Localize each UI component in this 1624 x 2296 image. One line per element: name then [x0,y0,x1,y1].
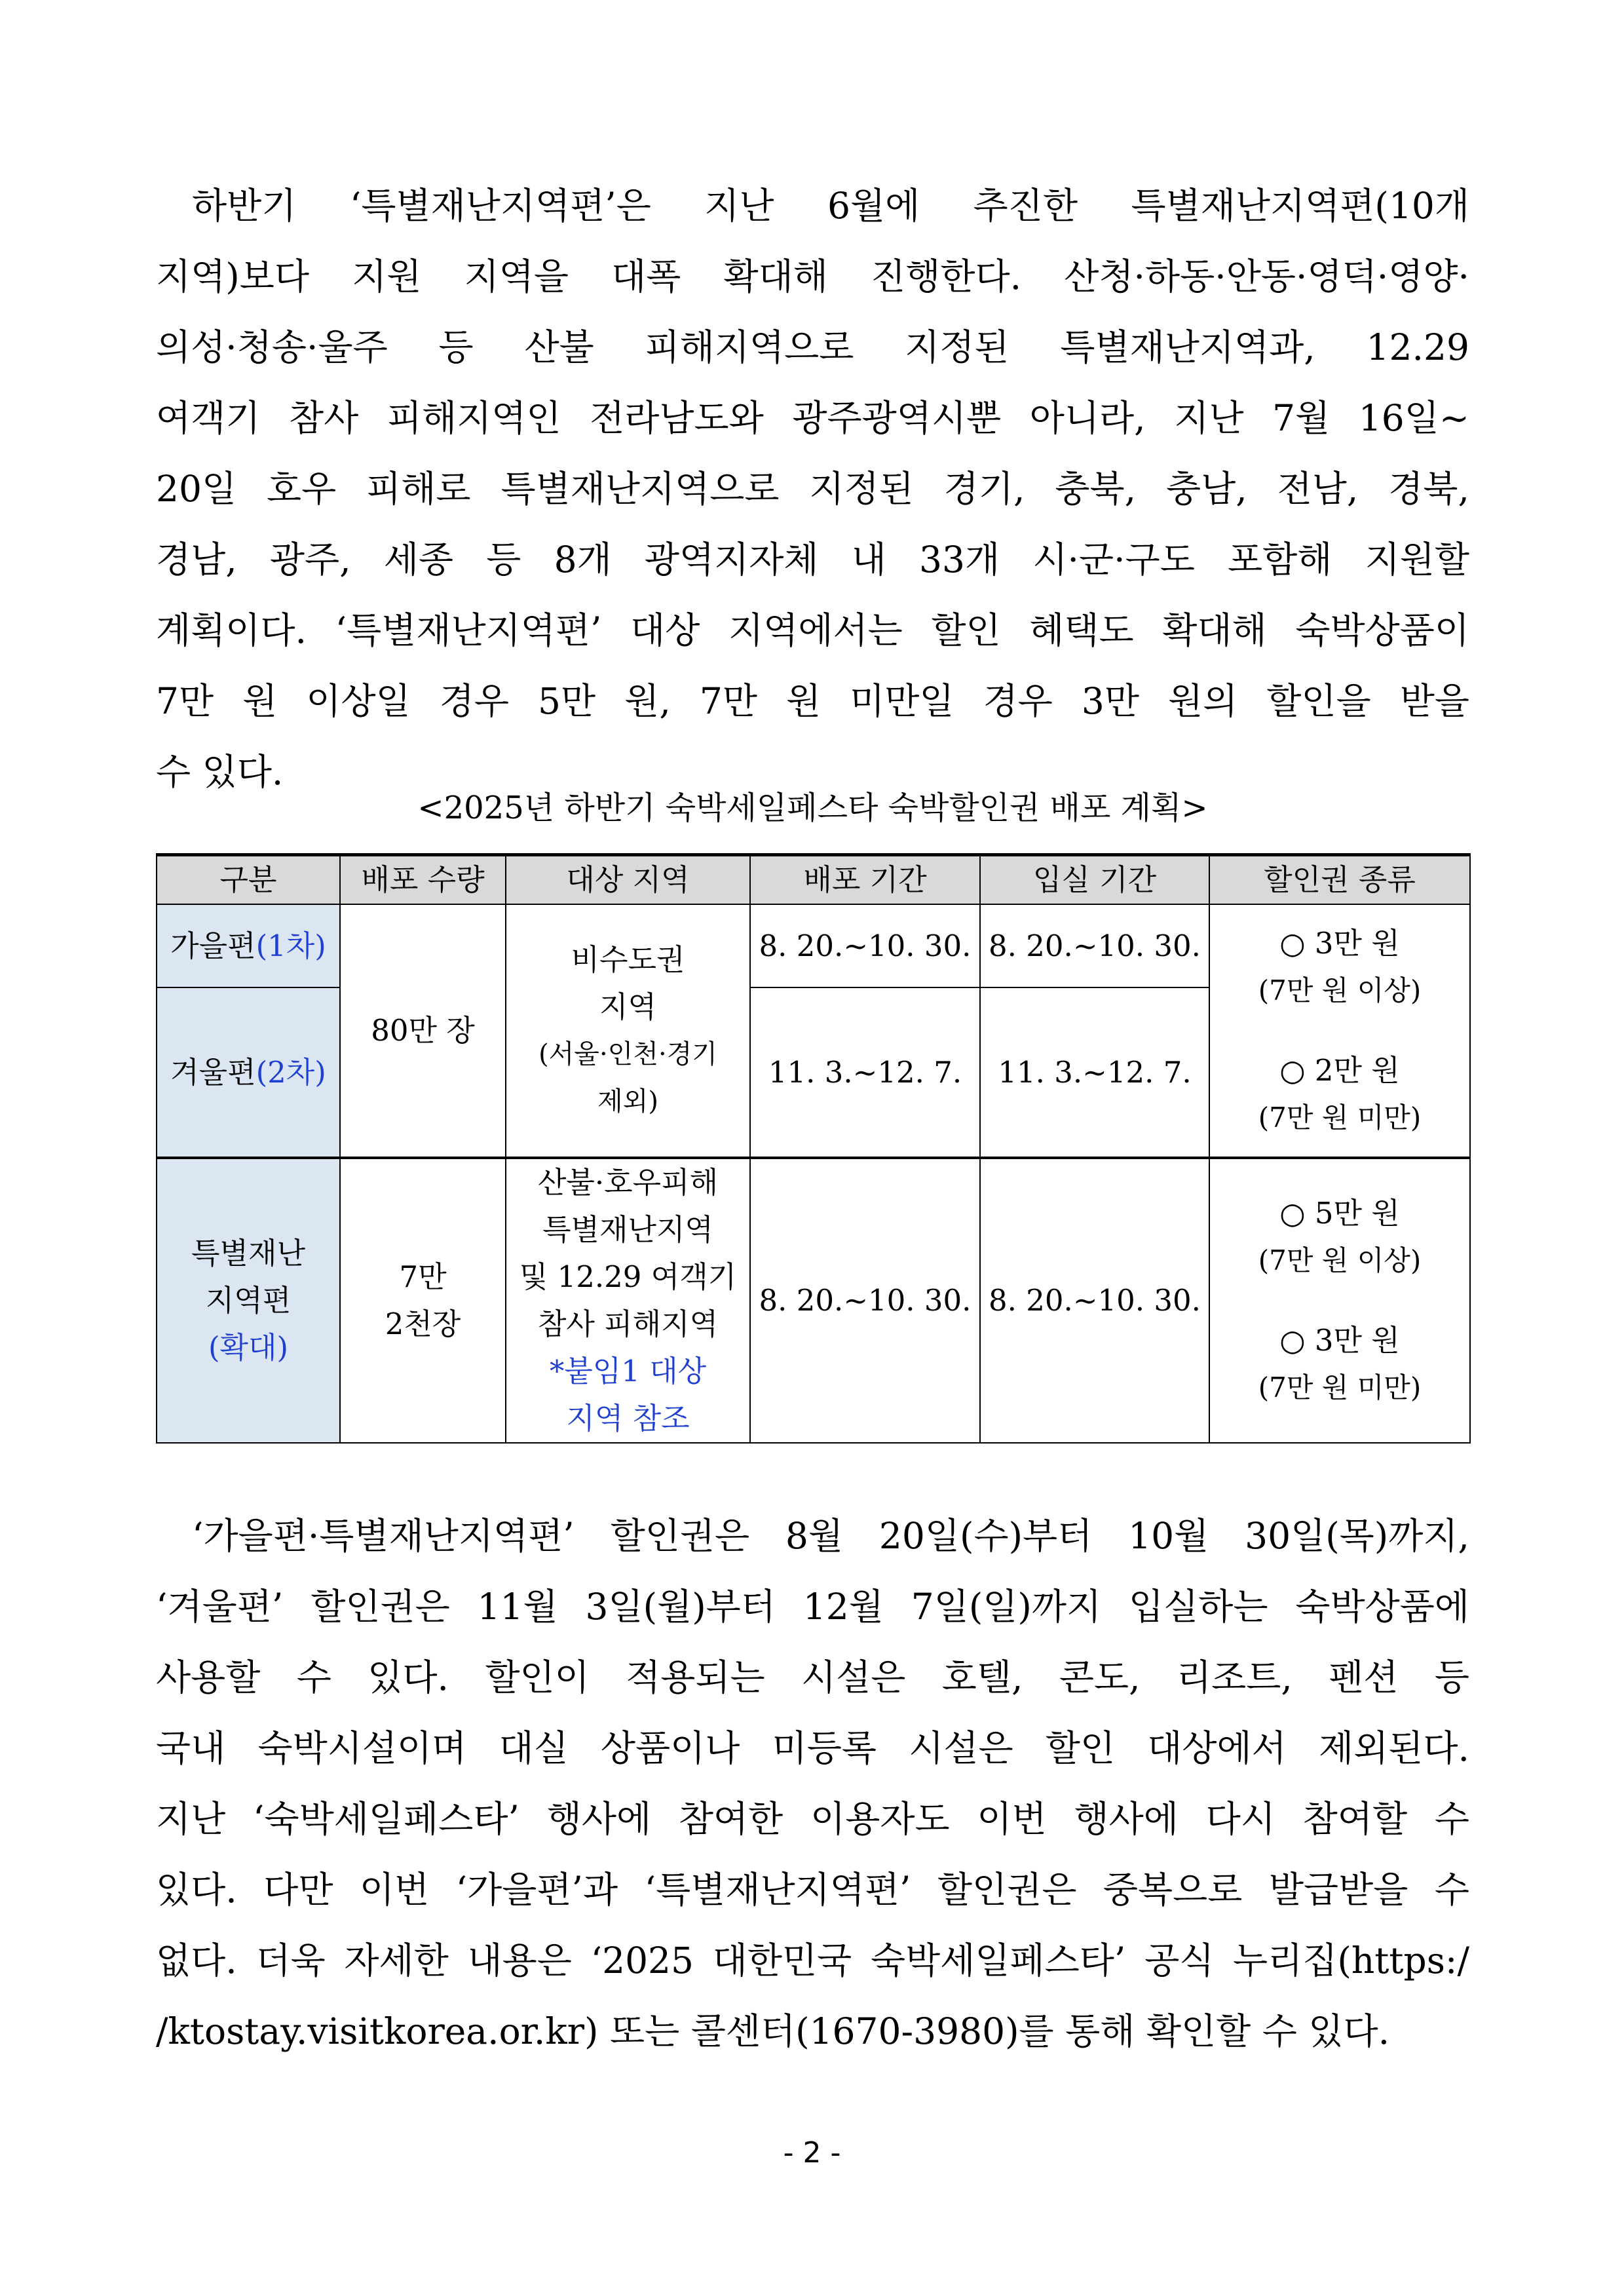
region-text: 특별재난지역 [542,1212,713,1247]
paragraph-line: 있다. 다만 이번 ‘가을편’과 ‘특별재난지역편’ 할인권은 중복으로 발급받을 수 [156,1869,1469,1911]
table-row [157,1158,1470,1443]
region-note: 제외) [597,1086,658,1117]
paragraph-line: 지역)보다 지원 지역을 대폭 확대해 진행한다. 산청·하동·안동·영덕·영양· [156,256,1469,297]
column-header: 입실 기간 [980,855,1209,905]
general-region [506,904,750,1158]
row-label-winter [157,987,340,1158]
paragraph-line: 없다. 더욱 자세한 내용은 ‘2025 대한민국 숙박세일페스타’ 공식 누리집(https:/ [156,1940,1469,1981]
paragraph-line: /ktostay.visitkorea.or.kr) 또는 콜센터(1670-3980)를 통해 확인할 수 있다. [156,2010,1390,2052]
voucher-kind: ○ 3만 원 [1279,1323,1400,1358]
label-text: 겨울편 [170,1054,256,1090]
paragraph-2 [156,1501,1469,2067]
paragraph-line: 의성·청송·울주 등 산불 피해지역으로 지정된 특별재난지역과, 12.29 [156,326,1469,368]
paragraph-line: 수 있다. [156,751,284,793]
label-tag: (2차) [255,1054,326,1090]
row-label-autumn [157,904,340,987]
special-quantity [340,1158,506,1443]
paragraph-line: 여객기 참사 피해지역인 전라남도와 광주광역시뿐 아니라, 지난 7월 16일~ [156,397,1469,439]
winter-distribution-period: 11. 3.~12. 7. [750,987,980,1158]
winter-checkin-period: 11. 3.~12. 7. [980,987,1209,1158]
paragraph-line: 7만 원 이상일 경우 5만 원, 7만 원 미만일 경우 3만 원의 할인을 받을 [156,680,1469,722]
region-text: 산불·호우피해 [537,1165,719,1200]
voucher-kind-note: (7만 원 미만) [1258,1371,1422,1404]
paragraph-line: 사용할 수 있다. 할인이 적용되는 시설은 호텔, 콘도, 리조트, 펜션 등 [156,1656,1469,1698]
table-caption: <2025년 하반기 숙박세일페스타 숙박할인권 배포 계획> [417,790,1208,826]
voucher-kind: ○ 2만 원 [1279,1053,1400,1088]
region-note: (서울·인천·경기 [538,1039,717,1069]
region-text: 비수도권 [571,942,685,977]
voucher-kind-note: (7만 원 이상) [1258,1244,1422,1276]
label-text: 가을편 [170,928,256,963]
paragraph-1 [156,170,1469,807]
column-header: 대상 지역 [506,855,750,905]
paragraph-line: 경남, 광주, 세종 등 8개 광역지자체 내 33개 시·군·구도 포함해 지원할 [156,539,1469,581]
special-voucher-kinds [1209,1158,1470,1443]
label-text: 지역편 [205,1283,292,1318]
paragraph-line: ‘겨울편’ 할인권은 11월 3일(월)부터 12월 7일(일)까지 입실하는 숙박상품에 [156,1586,1469,1628]
page-number: - 2 - [783,2136,841,2170]
label-tag: (확대) [208,1330,289,1365]
autumn-checkin-period: 8. 20.~10. 30. [980,904,1209,987]
paragraph-line: 국내 숙박시설이며 대실 상품이나 미등록 시설은 할인 대상에서 제외된다. [156,1727,1469,1769]
voucher-kind: ○ 3만 원 [1279,926,1400,961]
region-note: 지역 참조 [566,1401,690,1436]
label-text: 특별재난 [191,1236,305,1271]
region-text: 및 12.29 여객기 [519,1259,737,1294]
voucher-plan-table [156,853,1471,1444]
region-text: 참사 피해지역 [537,1307,719,1341]
quantity-text: 7만 [399,1259,447,1294]
label-tag: (1차) [255,928,326,963]
special-checkin-period: 8. 20.~10. 30. [980,1158,1209,1443]
autumn-distribution-period: 8. 20.~10. 30. [750,904,980,987]
row-label-special [157,1158,340,1443]
paragraph-line: ‘가을편·특별재난지역편’ 할인권은 8월 20일(수)부터 10월 30일(목)까지, [192,1515,1469,1557]
paragraph-line: 하반기 ‘특별재난지역편’은 지난 6월에 추진한 특별재난지역편(10개 [192,185,1469,227]
voucher-kind: ○ 5만 원 [1279,1196,1400,1231]
region-note: *붙임1 대상 [549,1354,707,1388]
column-header: 배포 수량 [340,855,506,905]
quantity-text: 2천장 [385,1307,461,1341]
column-header: 할인권 종류 [1209,855,1470,905]
table-row [157,904,1470,987]
column-header: 구분 [157,855,340,905]
paragraph-line: 지난 ‘숙박세일페스타’ 행사에 참여한 이용자도 이번 행사에 다시 참여할 수 [156,1798,1469,1840]
voucher-kind-note: (7만 원 미만) [1258,1101,1422,1134]
paragraph-line: 20일 호우 피해로 특별재난지역으로 지정된 경기, 충북, 충남, 전남, 경북, [156,468,1469,510]
region-text: 지역 [599,989,656,1024]
voucher-kind-note: (7만 원 이상) [1258,974,1422,1006]
general-voucher-kinds [1209,904,1470,1158]
special-distribution-period: 8. 20.~10. 30. [750,1158,980,1443]
paragraph-line: 계획이다. ‘특별재난지역편’ 대상 지역에서는 할인 혜택도 확대해 숙박상품이 [156,609,1469,651]
column-header: 배포 기간 [750,855,980,905]
table-header-row [157,855,1470,905]
special-region [506,1158,750,1443]
general-quantity: 80만 장 [340,904,506,1158]
